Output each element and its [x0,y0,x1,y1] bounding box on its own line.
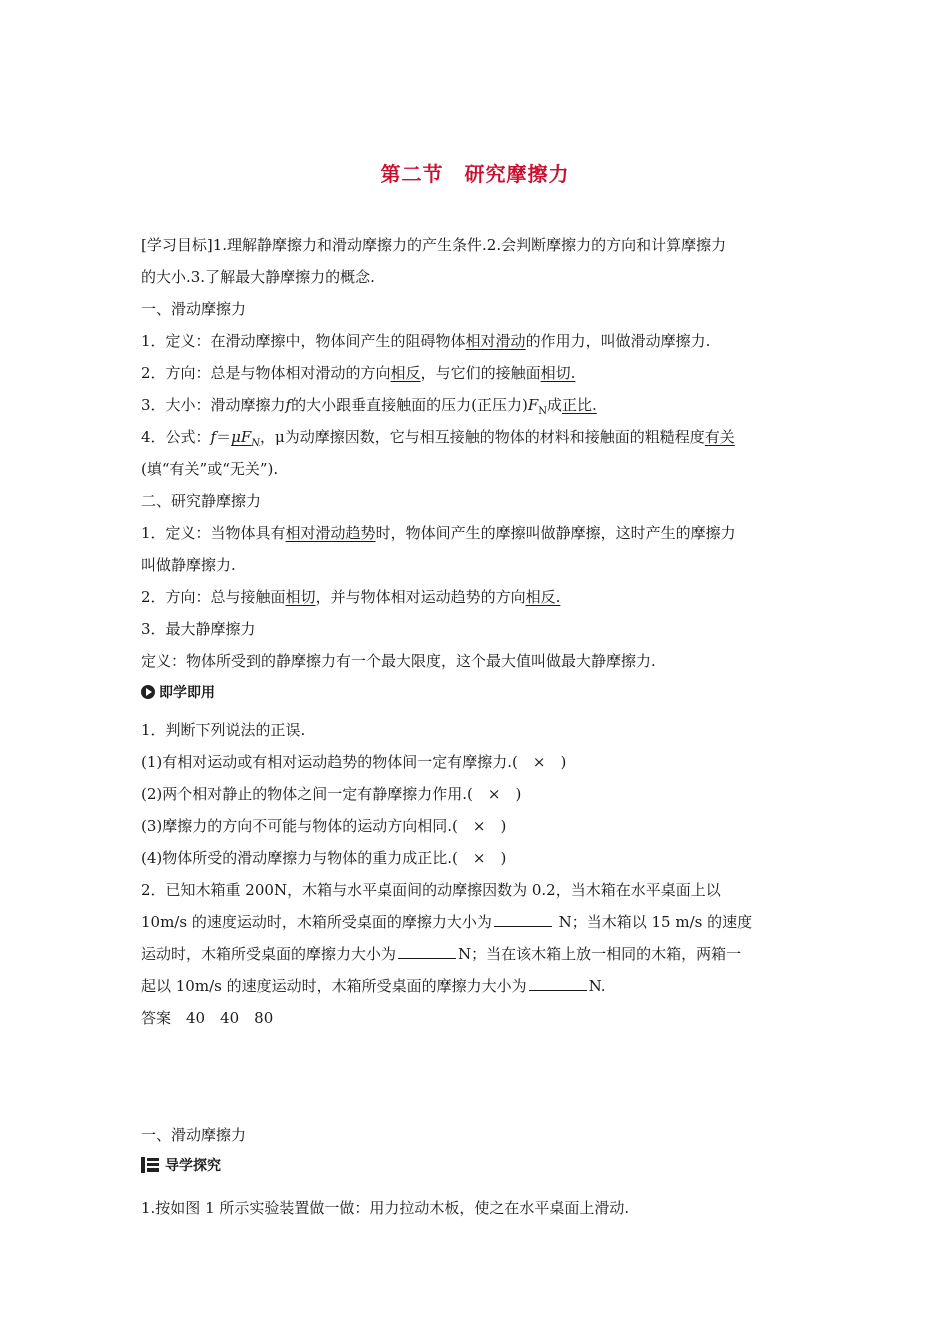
static-definition-2: 叫做静摩擦力. [141,556,236,574]
question-2-line-2: 10m/s 的速度运动时，木箱所受桌面的摩擦力大小为 N；当木箱以 15 m/s 的速度 [141,913,753,931]
max-static-heading: 3．最大静摩擦力 [141,620,256,638]
sliding-definition: 1．定义：在滑动摩擦中，物体间产生的阻碍物体相对滑动的作用力，叫做滑动摩擦力. [141,332,711,350]
answer-underline: 有关 [704,428,735,446]
answer-blank[interactable] [529,976,587,991]
section-heading-static: 二、研究静摩擦力 [141,492,262,510]
question-1: 1．判断下列说法的正误. [141,721,306,739]
inquiry-line-1: 1.按如图 1 所示实验装置做一做：用力拉动木板，使之在水平桌面上滑动. [141,1199,630,1217]
statement-2: (2)两个相对静止的物体之间一定有静摩擦力作用.( × ) [141,785,522,803]
question-2-line-1: 2．已知木箱重 200N，木箱与水平桌面间的动摩擦因数为 0.2，当木箱在水平桌面上以 [141,881,721,899]
practice-badge: 即学即用 [141,682,215,702]
answer-underline: 相对滑动 [465,332,526,350]
answer-underline: 正比. [562,396,597,414]
static-direction: 2．方向：总与接触面相切，并与物体相对运动趋势的方向相反. [141,588,561,606]
answer-blank[interactable] [398,944,456,959]
answer-underline: 相切. [540,364,576,382]
answer-underline: 相对滑动趋势 [285,524,376,542]
answer-line: 答案 40 40 80 [141,1009,274,1027]
sliding-magnitude: 3．大小：滑动摩擦力f的大小跟垂直接触面的压力(正压力)$F_N$成正比. [141,396,597,417]
answer-underline: 相反. [525,588,561,606]
static-definition: 1．定义：当物体具有相对滑动趋势时，物体间产生的摩擦叫做静摩擦，这时产生的摩擦力 [141,524,736,542]
answer-underline: $\mu F_N$ [231,428,261,449]
sliding-formula: 4．公式：$f=\mu F_N$，μ为动摩擦因数，它与相互接触的物体的材料和接触面的粗糙程度有关 [141,428,735,449]
statement-1: (1)有相对运动或有相对运动趋势的物体间一定有摩擦力.( × ) [141,753,567,771]
list-bars-icon [141,1157,159,1173]
statement-3: (3)摩擦力的方向不可能与物体的运动方向相同.( × ) [141,817,507,835]
section-heading-sliding: 一、滑动摩擦力 [141,300,247,318]
max-static-definition: 定义：物体所受到的静摩擦力有一个最大限度，这个最大值叫做最大静摩擦力. [141,652,656,670]
statement-4: (4)物体所受的滑动摩擦力与物体的重力成正比.( × ) [141,849,507,867]
section-heading-sliding-2: 一、滑动摩擦力 [141,1126,247,1144]
guided-inquiry-badge: 导学探究 [141,1155,221,1175]
sliding-direction: 2．方向：总是与物体相对滑动的方向相反，与它们的接触面相切. [141,364,576,382]
objectives-line-2: 的大小.3.了解最大静摩擦力的概念. [141,268,375,286]
play-circle-icon [141,685,155,699]
answer-underline: 相反 [390,364,421,382]
objectives-line-1: [学习目标]1.理解静摩擦力和滑动摩擦力的产生条件.2.会判断摩擦力的方向和计算摩擦力 [141,236,727,254]
answer-blank[interactable] [494,912,552,927]
sliding-formula-note: (填“有关”或“无关”). [141,460,279,478]
answer-underline: 相切 [285,588,316,606]
page-title: 第二节 研究摩擦力 [380,162,570,186]
question-2-line-4: 起以 10m/s 的速度运动时，木箱所受桌面的摩擦力大小为 N. [141,977,606,995]
question-2-line-3: 运动时，木箱所受桌面的摩擦力大小为 N；当在该木箱上放一相同的木箱，两箱一 [141,945,742,963]
